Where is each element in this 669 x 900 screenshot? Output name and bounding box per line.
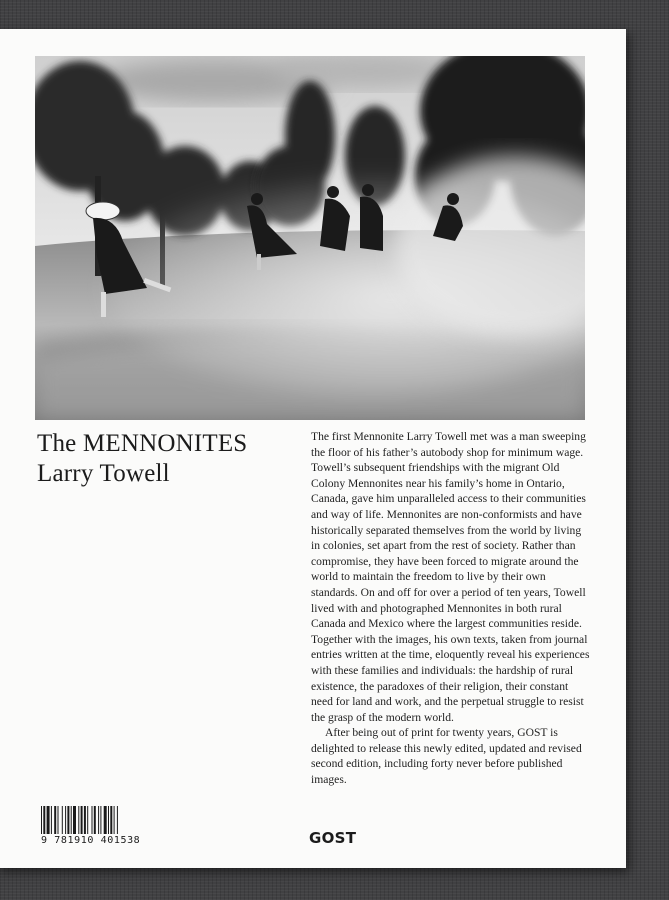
barcode-icon	[41, 806, 159, 834]
book-author: Larry Towell	[37, 460, 170, 487]
isbn-digits: 9 781910 401538	[41, 835, 141, 846]
cover-photograph	[35, 56, 585, 420]
isbn-barcode	[41, 806, 161, 846]
description-paragraph-1: The first Mennonite Larry Towell met was a man sweeping the floor of his father’s autobody shop for minimum wage. Towell’s subsequent friendships with the migrant Old Colony Mennonites near his family’s home in Ontario, Canada, gave him unparalleled access to their communities and way of life. Mennonites are non-conformists and have historically separated themselves from the world by living in colonies, set apart from the rest of society. Rather than compromise, they have been forced to migrate around the world to maintain the freedom to live by their own standards. On and off for over a period of ten years, Towell lived with and photographed Mennonites in both rural Canada and Mexico where the largest communities reside. Together with the images, his own texts, taken from journal entries written at the time, eloquently reveal his experiences with these families and individuals: the hardship of rural existence, the paradoxes of their religion, their constant need for land and work, and the perpetual struggle to resist the grasp of the modern world.	[311, 430, 590, 724]
description	[311, 429, 591, 788]
book-back-cover	[0, 29, 626, 868]
description-paragraph-2: After being out of print for twenty years, GOST is delighted to release this newly edited, updated and revised second edition, including forty never before published images.	[311, 726, 582, 787]
publisher-logo: GOST	[309, 829, 357, 847]
book-title: The MENNONITES	[37, 430, 248, 457]
title-block	[37, 429, 287, 489]
